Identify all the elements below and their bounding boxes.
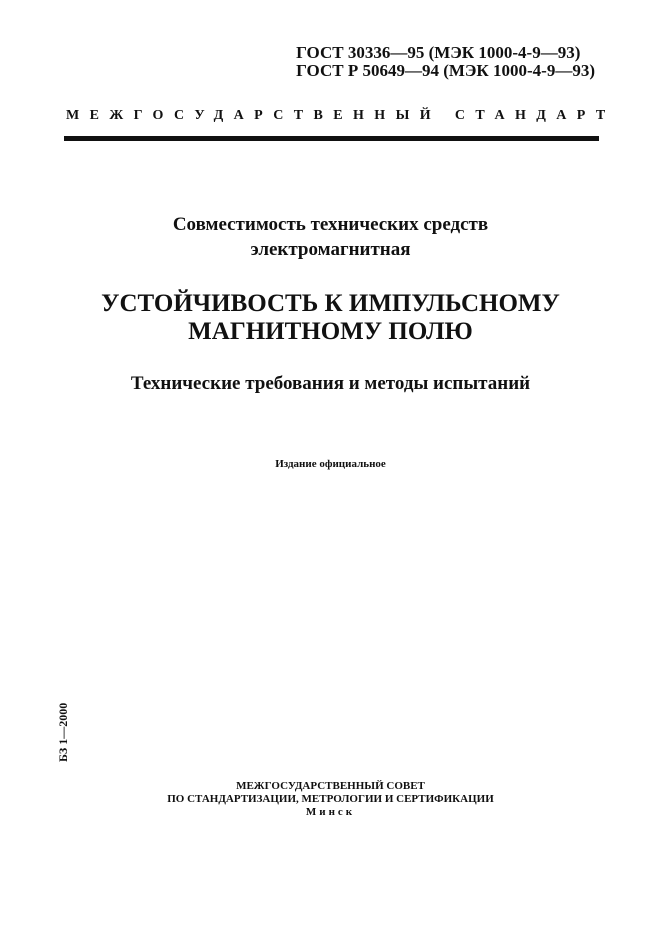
gost-code-1: ГОСТ 30336—95 (МЭК 1000-4-9—93) xyxy=(296,43,581,62)
gost-code-2: ГОСТ Р 50649—94 (МЭК 1000-4-9—93) xyxy=(296,61,595,80)
publisher-block xyxy=(0,780,661,819)
subtitle-line-2: электромагнитная xyxy=(250,239,411,260)
document-title xyxy=(0,290,661,346)
standard-category: МЕЖГОСУДАРСТВЕННЫЙ СТАНДАРТ xyxy=(66,108,616,123)
title-line-2: МАГНИТНОМУ ПОЛЮ xyxy=(188,318,473,345)
subtitle-line-1: Совместимость технических средств xyxy=(172,214,489,235)
edition-note: Издание официальное xyxy=(275,458,386,470)
header-divider xyxy=(64,136,599,141)
title-line-1: УСТОЙЧИВОСТЬ К ИМПУЛЬСНОМУ xyxy=(101,290,560,317)
side-code: БЗ 1—2000 xyxy=(56,702,70,762)
document-subtitle xyxy=(0,212,661,262)
publisher-line-1: МЕЖГОСУДАРСТВЕННЫЙ СОВЕТ xyxy=(236,780,425,792)
document-scope: Технические требования и методы испытаний xyxy=(130,373,531,394)
publisher-city: Минск xyxy=(305,806,356,818)
publisher-line-2: ПО СТАНДАРТИЗАЦИИ, МЕТРОЛОГИИ И СЕРТИФИКАЦИИ xyxy=(167,793,494,805)
gost-codes xyxy=(296,44,595,79)
